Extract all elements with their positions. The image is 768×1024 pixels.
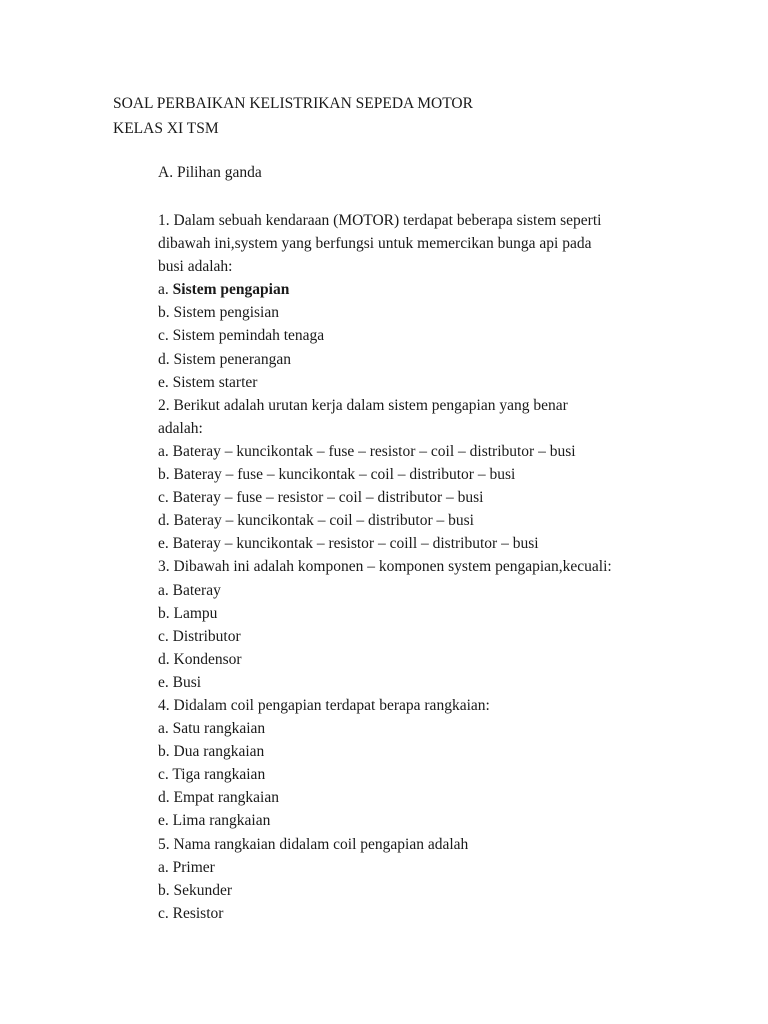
question-2-option-e: e. Bateray – kuncikontak – resistor – coill – distributor – busi [158, 535, 539, 553]
question-3-option-e: e. Busi [158, 673, 202, 691]
question-3-option-d: d. Kondensor [158, 650, 242, 668]
question-2-option-c: c. Bateray – fuse – resistor – coil – distributor – busi [158, 489, 484, 507]
question-1-stem-line-2: dibawah ini,system yang berfungsi untuk memercikan bunga api pada [158, 235, 592, 253]
question-2-option-d: d. Bateray – kuncikontak – coil – distributor – busi [158, 512, 474, 530]
question-4-option-e: e. Lima rangkaian [158, 812, 271, 830]
question-1-option-e: e. Sistem starter [158, 373, 258, 391]
question-4-stem: 4. Didalam coil pengapian terdapat berapa rangkaian: [158, 696, 490, 714]
question-3-stem: 3. Dibawah ini adalah komponen – komponen system pengapian,kecuali: [158, 558, 612, 576]
question-2-stem-line-2: adalah: [158, 419, 203, 437]
question-4-option-a: a. Satu rangkaian [158, 720, 266, 738]
question-3-option-c: c. Distributor [158, 627, 241, 645]
correct-answer: Sistem pengapian [172, 281, 290, 299]
question-4-option-c: c. Tiga rangkaian [158, 766, 266, 784]
question-1-option-b: b. Sistem pengisian [158, 304, 279, 322]
document-title: SOAL PERBAIKAN KELISTRIKAN SEPEDA MOTOR [113, 95, 473, 112]
question-1-stem-line-3: busi adalah: [158, 258, 233, 276]
question-1-option-c: c. Sistem pemindah tenaga [158, 327, 325, 345]
question-5-option-a: a. Primer [158, 858, 215, 876]
section-heading: A. Pilihan ganda [158, 164, 262, 181]
option-prefix: a. [158, 281, 173, 299]
question-5-stem: 5. Nama rangkaian didalam coil pengapian adalah [158, 835, 469, 853]
question-2-option-b: b. Bateray – fuse – kuncikontak – coil – distributor – busi [158, 466, 516, 484]
question-5-option-b: b. Sekunder [158, 881, 233, 899]
question-1-option-a [158, 278, 658, 301]
question-3-option-b: b. Lampu [158, 604, 218, 622]
class-label: KELAS XI TSM [113, 120, 219, 137]
question-2-stem-line-1: 2. Berikut adalah urutan kerja dalam sistem pengapian yang benar [158, 396, 568, 414]
question-4-option-d: d. Empat rangkaian [158, 789, 279, 807]
question-3-option-a: a. Bateray [158, 581, 221, 599]
question-1-option-d: d. Sistem penerangan [158, 350, 292, 368]
question-2-option-a: a. Bateray – kuncikontak – fuse – resistor – coil – distributor – busi [158, 442, 576, 460]
question-1-stem-line-1: 1. Dalam sebuah kendaraan (MOTOR) terdapat beberapa sistem seperti [158, 212, 602, 229]
question-5-option-c: c. Resistor [158, 904, 224, 922]
question-list [158, 209, 658, 925]
question-4-option-b: b. Dua rangkaian [158, 743, 265, 761]
